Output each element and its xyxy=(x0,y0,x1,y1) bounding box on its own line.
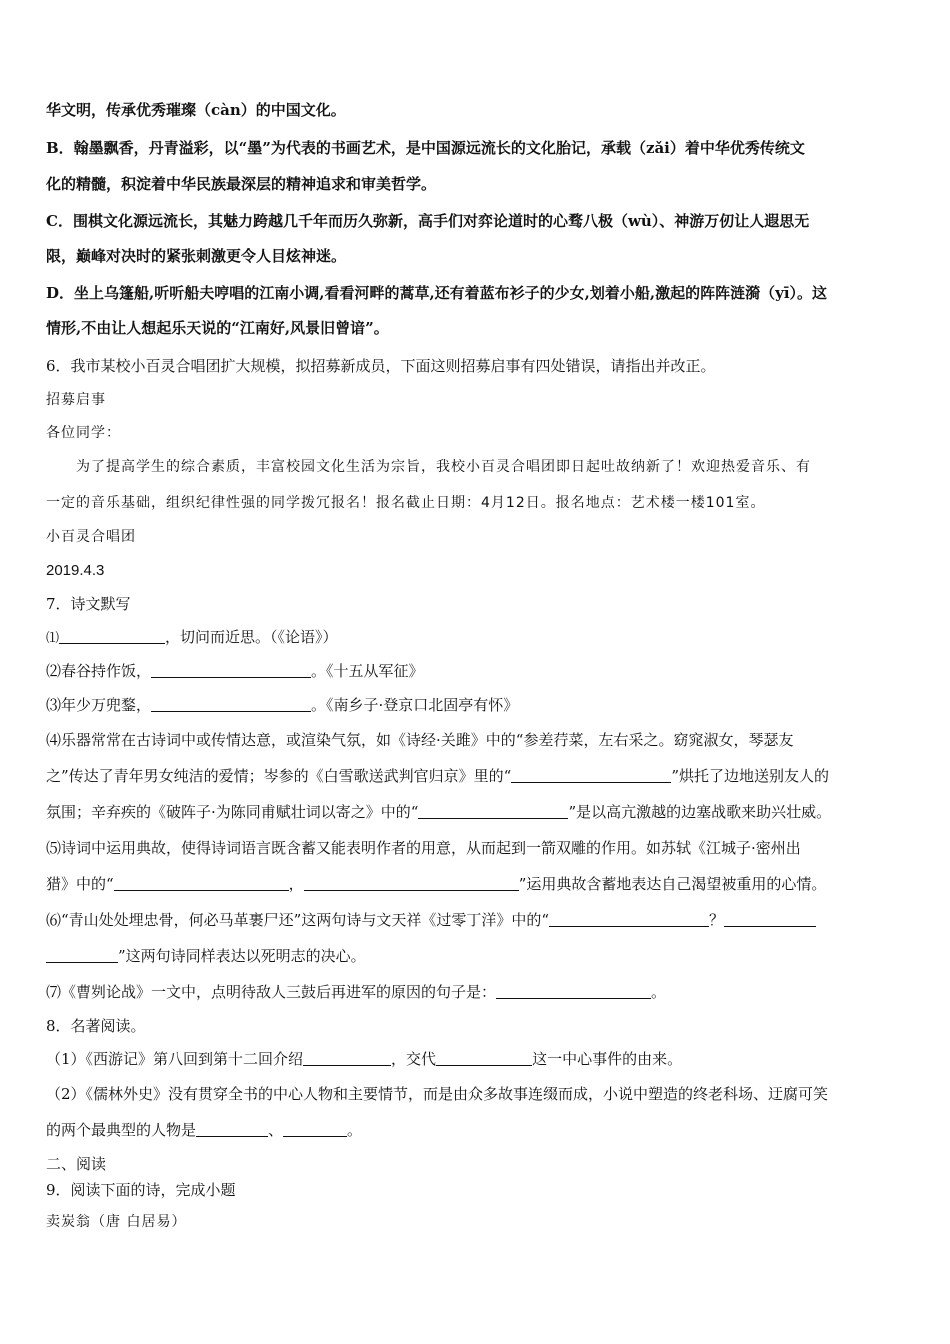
q7-item6-line2 xyxy=(46,946,906,966)
answer-blank[interactable] xyxy=(196,1122,268,1137)
q7-item6-line1 xyxy=(46,910,906,930)
answer-blank[interactable] xyxy=(114,876,289,891)
answer-blank[interactable] xyxy=(418,804,568,819)
q7-item4-line3 xyxy=(46,802,906,822)
q7-item1-num: ⑴ xyxy=(46,631,60,646)
q7-item6-line1-a: ⑹“青山处处埋忠骨，何必马革裹尸还”这两句诗与文天祥《过零丁洋》中的“ xyxy=(46,911,550,929)
notice-body-line1: 为了提高学生的综合素质，丰富校园文化生活为宗旨，我校小百灵合唱团即日起吐故纳新了！欢迎热爱音乐、有 xyxy=(76,459,811,475)
q7-item1-text: ，切问而近思。（《论语》） xyxy=(165,628,338,646)
q7-item2-head: ⑵春谷持作饭， xyxy=(46,662,152,680)
q7-item4-line2 xyxy=(46,766,906,786)
q7-item4-line2-a: 之”传达了青年男女纯洁的爱情；岑参的《白雪歌送武判官归京》里的“ xyxy=(46,767,512,785)
answer-blank[interactable] xyxy=(303,1051,391,1066)
answer-blank[interactable] xyxy=(436,1051,532,1066)
answer-blank[interactable] xyxy=(283,1122,347,1137)
q7-item4-line3-b: ”是以高亢激越的边塞战歌来助兴壮威。 xyxy=(568,803,832,821)
q7-item5-line2-b: ， xyxy=(288,875,304,893)
option-a-tail: 华文明，传承优秀璀璨（càn）的中国文化。 xyxy=(46,101,346,119)
option-d-line2: 情形,不由让人想起乐天说的“江南好,风景旧曾谙”。 xyxy=(46,319,389,337)
answer-blank[interactable] xyxy=(496,984,651,999)
notice-signer: 小百灵合唱团 xyxy=(46,529,136,545)
option-b-line1: B．翰墨飘香，丹青溢彩，以“墨”为代表的书画艺术，是中国源远流长的文化胎记，承载（zǎi）着中华优秀传统文 xyxy=(46,139,805,157)
q7-item7 xyxy=(46,982,906,1002)
q7-item3 xyxy=(46,695,906,715)
answer-blank[interactable] xyxy=(304,876,519,891)
q8-item2-line1: （2）《儒林外史》没有贯穿全书的中心人物和主要情节，而是由众多故事连缀而成，小说中塑造的终老科场、迂腐可笑 xyxy=(46,1085,829,1103)
poem-title: 卖炭翁（唐 白居易） xyxy=(46,1214,187,1230)
notice-body-line2: 一定的音乐基础，组织纪律性强的同学拨冗报名！报名截止日期：4月12日。报名地点：艺术楼一楼101室。 xyxy=(46,495,766,511)
q7-item3-head: ⑶年少万兜鍪， xyxy=(46,696,152,714)
option-c-line2: 限，巅峰对决时的紧张刺激更令人目炫神迷。 xyxy=(46,247,347,265)
option-c-line1: C．围棋文化源远流长，其魅力跨越几千年而历久弥新，高手们对弈论道时的心骛八极（wù）、神游万仞让人遐思无 xyxy=(46,212,810,230)
q7-item3-tail: 。《南乡子·登京口北固亭有怀》 xyxy=(311,696,519,714)
question-6: 6．我市某校小百灵合唱团扩大规模，拟招募新成员，下面这则招募启事有四处错误，请指出并改正。 xyxy=(46,357,716,375)
answer-blank[interactable] xyxy=(724,912,816,927)
q7-item5-line1: ⑸诗词中运用典故，使得诗词语言既含蓄又能表明作者的用意，从而起到一箭双雕的作用。如苏轼《江城子·密州出 xyxy=(46,839,801,857)
q8-item1 xyxy=(46,1049,906,1069)
q7-item5-line2 xyxy=(46,874,906,894)
answer-blank[interactable] xyxy=(511,768,671,783)
q7-item5-line2-a: 猎》中的“ xyxy=(46,875,114,893)
q8-item2-line2-b: 、 xyxy=(268,1121,284,1139)
answer-blank[interactable] xyxy=(59,629,165,644)
q7-item4-line3-a: 氛围；辛弃疾的《破阵子·为陈同甫赋壮词以寄之》中的“ xyxy=(46,803,419,821)
q7-item4-line2-b: ”烘托了边地送别友人的 xyxy=(671,767,830,785)
q7-item2-tail: 。《十五从军征》 xyxy=(311,662,424,680)
answer-blank[interactable] xyxy=(151,697,311,712)
notice-salutation: 各位同学： xyxy=(46,425,121,441)
q7-item1 xyxy=(46,627,906,649)
q7-item4-line1: ⑷乐器常常在古诗词中或传情达意，或渲染气氛，如《诗经·关雎》中的“参差荇菜，左右采之。窈窕淑女，琴瑟友 xyxy=(46,731,794,749)
notice-date: 2019.4.3 xyxy=(46,562,105,579)
q8-item2-line2-c: 。 xyxy=(347,1121,363,1139)
q8-item1-b: ，交代 xyxy=(391,1050,437,1068)
answer-blank[interactable] xyxy=(151,663,311,678)
q8-item1-a: （1）《西游记》第八回到第十二回介绍 xyxy=(46,1050,304,1068)
q7-item7-end: 。 xyxy=(651,983,667,1001)
question-9: 9．阅读下面的诗，完成小题 xyxy=(46,1181,236,1199)
answer-blank[interactable] xyxy=(549,912,709,927)
option-d-line1: D．坐上乌篷船,听听船夫哼唱的江南小调,看看河畔的蒿草,还有着蓝布衫子的少女,划着小船,激起的阵阵涟漪（yī）。这 xyxy=(46,284,828,302)
option-b-line2: 化的精髓，积淀着中华民族最深层的精神追求和审美哲学。 xyxy=(46,175,437,193)
notice-title: 招募启事 xyxy=(46,392,106,408)
answer-blank[interactable] xyxy=(46,948,118,963)
q8-item2-line2 xyxy=(46,1120,906,1140)
q7-item6-line1-b: ？ xyxy=(709,911,725,929)
q7-item6-line2-text: ”这两句诗同样表达以死明志的决心。 xyxy=(118,947,366,965)
q7-item7-text: ⑺《曹刿论战》一文中，点明待敌人三鼓后再进军的原因的句子是： xyxy=(46,983,497,1001)
q8-item2-line2-a: 的两个最典型的人物是 xyxy=(46,1121,197,1139)
q7-item2 xyxy=(46,661,906,681)
question-8: 8．名著阅读。 xyxy=(46,1017,146,1035)
section-2-heading: 二、阅读 xyxy=(46,1155,107,1173)
q7-item5-line2-c: ”运用典故含蓄地表达自己渴望被重用的心情。 xyxy=(518,875,827,893)
question-7: 7．诗文默写 xyxy=(46,595,131,613)
q8-item1-c: 这一中心事件的由来。 xyxy=(532,1050,683,1068)
